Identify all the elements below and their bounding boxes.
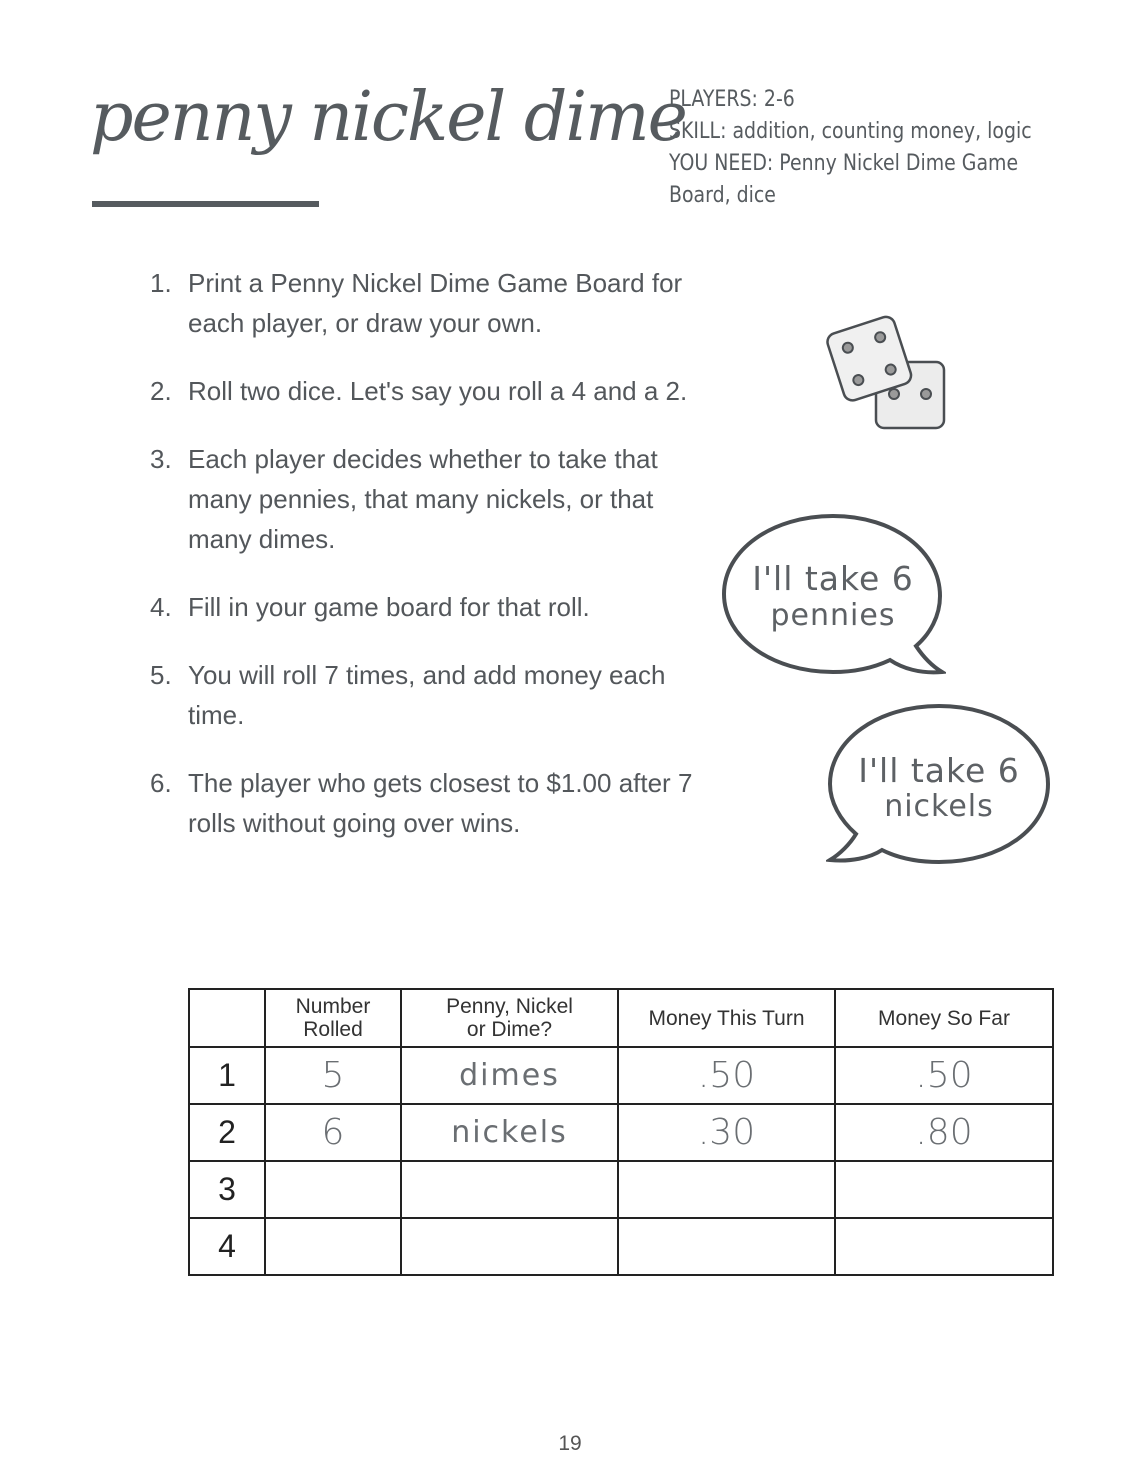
money-this-turn-cell: .30 (618, 1104, 835, 1161)
bubble-line-2: nickels (884, 789, 994, 824)
title-underline (92, 201, 319, 207)
skill-info: SKILL: addition, counting money, logic (669, 119, 1032, 144)
step-number: 5. (150, 660, 172, 690)
page-number: 19 (558, 1432, 582, 1455)
money-so-far-cell: .80 (835, 1104, 1053, 1161)
money-so-far-cell (835, 1218, 1053, 1275)
table-row (189, 1218, 1053, 1275)
step-text: Print a Penny Nickel Dime Game Board for each player, or draw your own. (188, 268, 683, 338)
header-money-so-far: Money So Far (835, 989, 1053, 1047)
step-text: Roll two dice. Let's say you roll a 4 and a 2. (188, 376, 688, 406)
money-this-turn-cell (618, 1218, 835, 1275)
number-rolled-cell: 5 (265, 1047, 401, 1104)
header-money-this-turn: Money This Turn (618, 989, 835, 1047)
table-header-row (189, 989, 1053, 1047)
bubble-line-1: I'll take 6 (752, 559, 914, 598)
header-line: Rolled (303, 1018, 363, 1041)
game-board-table (188, 988, 1054, 1276)
coin-type-cell (401, 1161, 618, 1218)
dice-icon (820, 310, 960, 440)
money-this-turn-cell (618, 1161, 835, 1218)
you-need-info-continued: Board, dice (669, 183, 776, 208)
instruction-step (150, 439, 710, 559)
you-need-info: YOU NEED: Penny Nickel Dime Game (669, 151, 1019, 176)
row-number: 3 (189, 1161, 265, 1218)
number-rolled-cell: 6 (265, 1104, 401, 1161)
money-so-far-cell (835, 1161, 1053, 1218)
table-row (189, 1047, 1053, 1104)
header-line: or Dime? (466, 1018, 553, 1041)
header-line: Penny, Nickel (446, 995, 573, 1018)
number-rolled-cell (265, 1161, 401, 1218)
speech-bubble-nickels (826, 702, 1052, 868)
step-text: You will roll 7 times, and add money each time. (188, 660, 666, 730)
money-this-turn-cell: .50 (618, 1047, 835, 1104)
speech-bubble-pennies (720, 512, 946, 678)
step-number: 6. (150, 768, 172, 798)
coin-type-cell (401, 1218, 618, 1275)
step-number: 4. (150, 592, 172, 622)
page-title: penny nickel dime (90, 78, 686, 157)
players-info: PLAYERS: 2-6 (669, 87, 795, 112)
table-row (189, 1104, 1053, 1161)
coin-type-cell: nickels (401, 1104, 618, 1161)
instruction-step (150, 655, 710, 735)
bubble-line-2: pennies (770, 598, 896, 633)
header-number-rolled (265, 989, 401, 1047)
row-number: 4 (189, 1218, 265, 1275)
game-info (669, 84, 1030, 212)
step-number: 2. (150, 376, 172, 406)
bubble-line-1: I'll take 6 (858, 751, 1020, 790)
number-rolled-cell (265, 1218, 401, 1275)
header-coin-type (401, 989, 618, 1047)
row-number: 1 (189, 1047, 265, 1104)
table-row (189, 1161, 1053, 1218)
instruction-step (150, 587, 710, 627)
step-number: 1. (150, 268, 172, 298)
header-turn (189, 989, 265, 1047)
step-text: Each player decides whether to take that many pennies, that many nickels, or that many dimes. (188, 444, 658, 554)
instruction-step (150, 263, 710, 343)
coin-type-cell: dimes (401, 1047, 618, 1104)
money-so-far-cell: .50 (835, 1047, 1053, 1104)
step-text: Fill in your game board for that roll. (188, 592, 590, 622)
step-text: The player who gets closest to $1.00 after 7 rolls without going over wins. (188, 768, 693, 838)
instructions-list (150, 263, 710, 871)
header-line: Number (295, 995, 371, 1018)
row-number: 2 (189, 1104, 265, 1161)
instruction-step (150, 371, 710, 411)
instruction-step (150, 763, 710, 843)
step-number: 3. (150, 444, 172, 474)
